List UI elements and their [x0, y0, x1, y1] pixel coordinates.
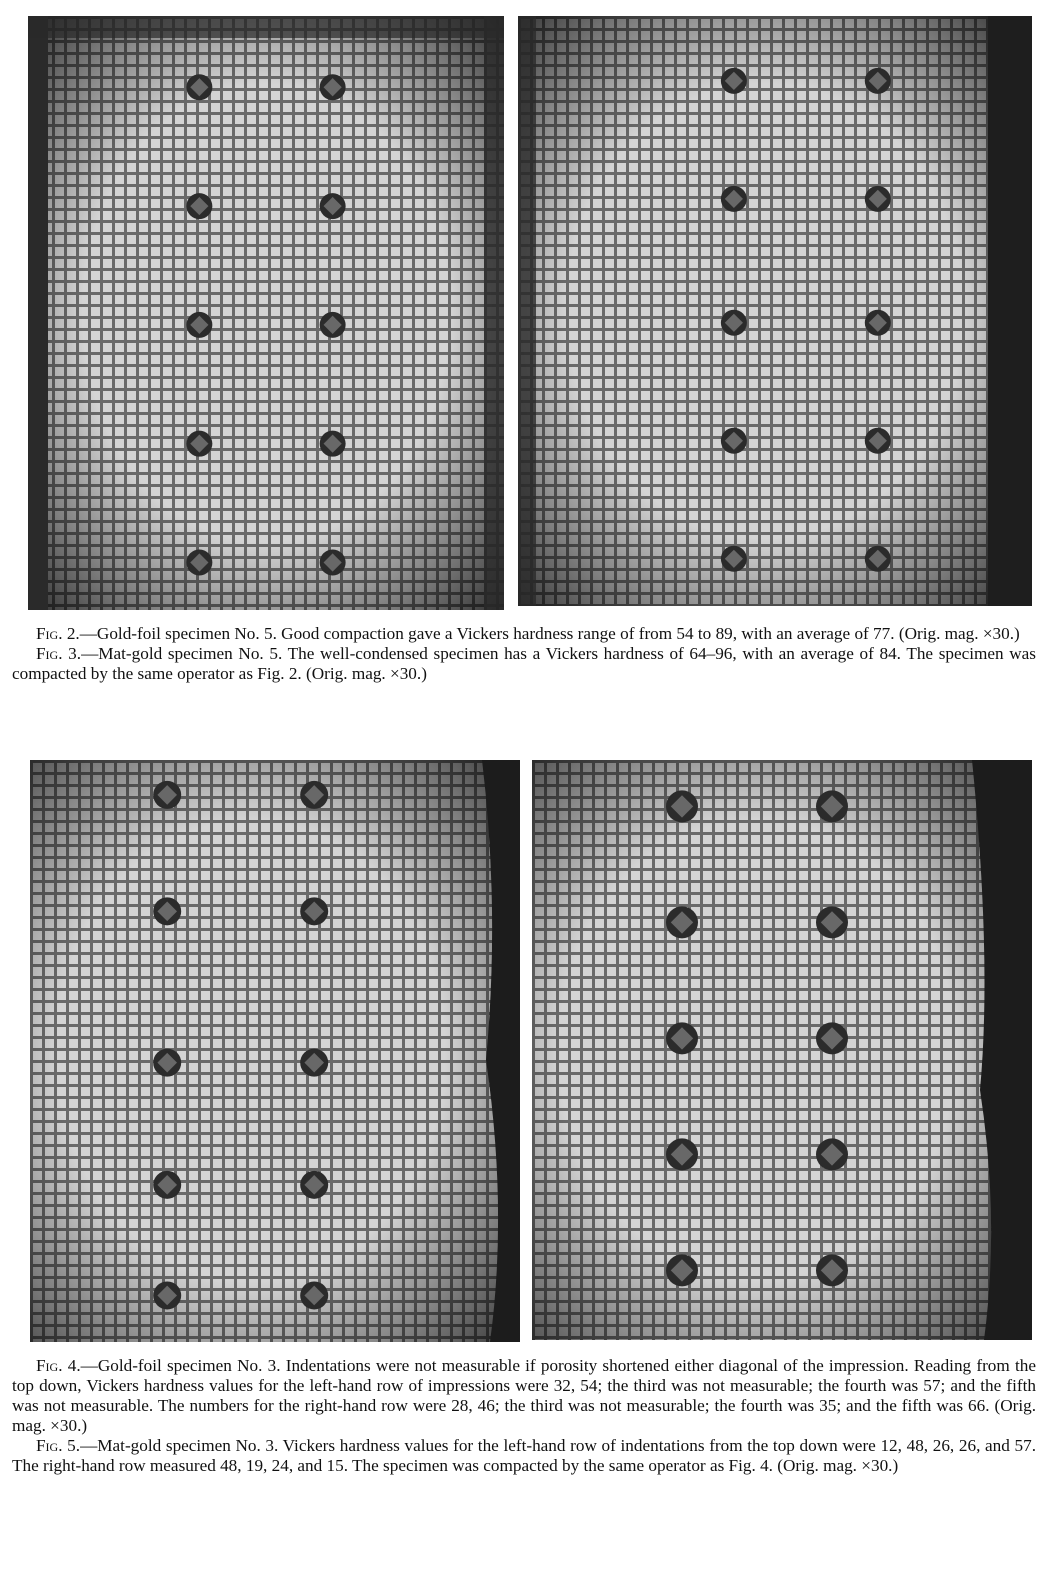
indentation-mark — [186, 74, 212, 100]
indentation-mark — [153, 781, 181, 809]
indentation-mark — [186, 431, 212, 457]
indentation-mark — [721, 310, 747, 336]
bottom-captions — [12, 1356, 1036, 1476]
indentation-mark — [153, 897, 181, 925]
fig5-caption — [12, 1436, 1036, 1476]
fig4-label: Fig. 4. — [36, 1356, 81, 1375]
indentation-mark — [153, 1281, 181, 1309]
indentation-mark — [300, 781, 328, 809]
indentation-mark — [721, 186, 747, 212]
indentation-mark — [186, 312, 212, 338]
indentation-mark — [300, 1049, 328, 1077]
indentation-mark — [666, 790, 698, 822]
indentation-mark — [320, 312, 346, 338]
indentation-mark — [816, 1138, 848, 1170]
indentation-mark — [865, 310, 891, 336]
indentation-mark — [816, 790, 848, 822]
indentation-mark — [186, 193, 212, 219]
fig3-text: —Mat-gold specimen No. 5. The well-condensed specimen has a Vickers hardness of 64–96, with an average of 84. The specimen was compacted by the same operator as Fig. 2. (Orig. mag. ×30.) — [12, 644, 1036, 683]
fig5-label: Fig. 5. — [36, 1436, 81, 1455]
indentation-mark — [666, 906, 698, 938]
fig4-text: —Gold-foil specimen No. 3. Indentations were not measurable if porosity shortened either diagonal of the impression. Reading from the top down, Vickers hardness values for the left-hand row of impressions were 32, 54; the third was not measurable; the fourth was 57; and the fifth was not measurable. The numbers for the right-hand row were 28, 46; the third was not measurable; the fourth was 35; and the fifth was 66. (Orig. mag. ×30.) — [12, 1356, 1036, 1435]
indentation-mark — [865, 68, 891, 94]
indentation-mark — [153, 1171, 181, 1199]
indentation-mark — [300, 1171, 328, 1199]
indentation-mark — [721, 68, 747, 94]
indentation-mark — [721, 546, 747, 572]
indentation-mark — [320, 193, 346, 219]
fig4-photograph — [30, 760, 520, 1342]
indentation-mark — [186, 549, 212, 575]
fig3-caption — [12, 644, 1036, 684]
indentation-mark — [816, 906, 848, 938]
indentation-mark — [865, 546, 891, 572]
fig5-text: —Mat-gold specimen No. 3. Vickers hardness values for the left-hand row of indentations from the top down were 12, 48, 26, 26, and 57. The right-hand row measured 48, 19, 24, and 15. The specimen was compacted by the same operator as Fig. 4. (Orig. mag. ×30.) — [12, 1436, 1036, 1475]
indentation-mark — [865, 428, 891, 454]
fig2-caption — [12, 624, 1036, 644]
indentation-mark — [666, 1138, 698, 1170]
indentation-mark — [816, 1254, 848, 1286]
fig2-photograph — [28, 16, 504, 610]
indentation-mark — [153, 1049, 181, 1077]
fig3-photograph — [518, 16, 1032, 606]
indentation-mark — [666, 1254, 698, 1286]
indentation-mark — [320, 74, 346, 100]
fig4-caption — [12, 1356, 1036, 1436]
fig2-label: Fig. 2. — [36, 624, 80, 643]
indentation-mark — [816, 1022, 848, 1054]
indentation-mark — [320, 549, 346, 575]
indentation-mark — [666, 1022, 698, 1054]
indentation-mark — [721, 428, 747, 454]
indentation-mark — [320, 431, 346, 457]
top-captions — [12, 624, 1036, 684]
fig2-text: —Gold-foil specimen No. 5. Good compaction gave a Vickers hardness range of from 54 to 89, with an average of 77. (Orig. mag. ×30.) — [79, 624, 1020, 643]
indentation-mark — [865, 186, 891, 212]
indentation-mark — [300, 897, 328, 925]
fig5-photograph — [532, 760, 1032, 1340]
fig3-label: Fig. 3. — [36, 644, 82, 663]
indentation-mark — [300, 1281, 328, 1309]
